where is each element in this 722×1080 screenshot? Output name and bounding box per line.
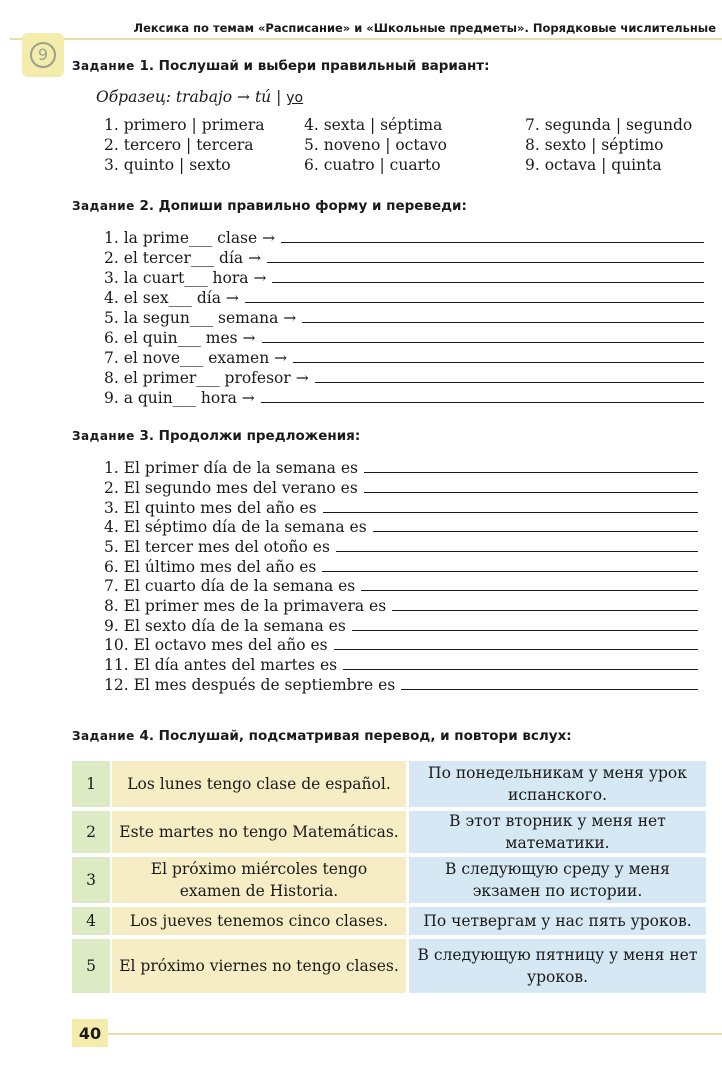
russian-translation: В этот вторник у меня нет математики. xyxy=(409,811,706,853)
answer-line[interactable] xyxy=(336,551,698,552)
sentence-row xyxy=(104,615,698,635)
answer-line[interactable] xyxy=(364,492,698,493)
task-label: Задание xyxy=(72,729,135,743)
option: 7. segunda | segundo xyxy=(525,116,693,134)
answer-line[interactable] xyxy=(293,362,704,363)
sentence-prompt: 12. El mes después de septiembre es xyxy=(104,676,396,694)
table-row xyxy=(72,939,706,993)
answer-line[interactable] xyxy=(352,630,698,631)
answer-line[interactable] xyxy=(401,689,698,690)
fill-prompt: 2. el tercer___ día → xyxy=(104,249,262,267)
row-number: 5 xyxy=(72,939,110,993)
answer-line[interactable] xyxy=(364,472,698,473)
footer-divider xyxy=(108,1033,722,1035)
sentence-prompt: 1. El primer día de la semana es xyxy=(104,459,358,477)
sentence-prompt: 3. El quinto mes del año es xyxy=(104,499,317,517)
spanish-sentence: Los lunes tengo clase de español. xyxy=(112,761,406,807)
option: 2. tercero | tercera xyxy=(104,136,254,154)
answer-line[interactable] xyxy=(322,571,698,572)
fill-prompt: 6. el quin___ mes → xyxy=(104,329,256,347)
sentence-prompt: 4. El séptimo día de la semana es xyxy=(104,518,367,536)
option: 1. primero | primera xyxy=(104,116,265,134)
answer-line[interactable] xyxy=(315,382,704,383)
fill-row xyxy=(104,227,704,247)
task-heading: 3. Продолжи предложения: xyxy=(139,428,361,444)
answer-line[interactable] xyxy=(373,531,698,532)
task-label: Задание xyxy=(72,199,135,213)
translation-table xyxy=(72,761,706,997)
fill-row xyxy=(104,327,704,347)
sentence-row xyxy=(104,556,698,576)
option: 4. sexta | séptima xyxy=(304,116,443,134)
fill-row xyxy=(104,267,704,287)
answer-line[interactable] xyxy=(334,649,698,650)
task-heading: 1. Послушай и выбери правильный вариант: xyxy=(139,58,490,74)
fill-prompt: 5. la segun___ semana → xyxy=(104,309,297,327)
spanish-sentence: Los jueves tenemos cinco clases. xyxy=(112,907,406,935)
task4-title xyxy=(72,728,572,744)
task-heading: 4. Послушай, подсматривая перевод, и повтори вслух: xyxy=(139,728,572,744)
sentence-prompt: 6. El último mes del año es xyxy=(104,558,317,576)
answer-line[interactable] xyxy=(323,512,698,513)
sentence-prompt: 5. El tercer mes del otoño es xyxy=(104,538,330,556)
spanish-sentence: El próximo miércoles tengo examen de Historia. xyxy=(112,857,406,903)
sentence-row xyxy=(104,516,698,536)
russian-translation: В следующую среду у меня экзамен по истории. xyxy=(409,857,706,903)
answer-line[interactable] xyxy=(343,669,698,670)
row-number: 1 xyxy=(72,761,110,807)
option: 5. noveno | octavo xyxy=(304,136,447,154)
table-row xyxy=(72,907,706,935)
spanish-sentence: El próximo viernes no tengo clases. xyxy=(112,939,406,993)
option: 9. octava | quinta xyxy=(525,156,662,174)
sentence-row xyxy=(104,674,698,694)
fill-prompt: 7. el nove___ examen → xyxy=(104,349,288,367)
unit-badge xyxy=(22,33,64,77)
answer-line[interactable] xyxy=(302,322,704,323)
row-number: 2 xyxy=(72,811,110,853)
fill-prompt: 1. la prime___ clase → xyxy=(104,229,276,247)
header-divider xyxy=(10,38,722,40)
task3-title xyxy=(72,428,360,444)
table-row xyxy=(72,811,706,853)
table-row xyxy=(72,857,706,903)
task1-title xyxy=(72,58,490,74)
task2-title xyxy=(72,198,467,214)
example-prefix: Образец: trabajo → tú | xyxy=(96,88,287,106)
russian-translation: В следующую пятницу у меня нет уроков. xyxy=(409,939,706,993)
sentence-prompt: 9. El sexto día de la semana es xyxy=(104,617,346,635)
sentence-row xyxy=(104,595,698,615)
option: 6. cuatro | cuarto xyxy=(304,156,441,174)
page-header xyxy=(0,0,722,44)
sentence-prompt: 8. El primer mes de la primavera es xyxy=(104,597,387,615)
fill-row xyxy=(104,347,704,367)
sentence-row xyxy=(104,457,698,477)
answer-line[interactable] xyxy=(245,302,704,303)
fill-prompt: 8. el primer___ profesor → xyxy=(104,369,309,387)
sentence-prompt: 2. El segundo mes del verano es xyxy=(104,479,358,497)
row-number: 4 xyxy=(72,907,110,935)
task-label: Задание xyxy=(72,429,135,443)
fill-row xyxy=(104,367,704,387)
answer-line[interactable] xyxy=(262,342,704,343)
answer-line[interactable] xyxy=(361,590,698,591)
page-number: 40 xyxy=(72,1019,108,1047)
answer-line[interactable] xyxy=(392,610,698,611)
sentence-row xyxy=(104,497,698,517)
table-row xyxy=(72,761,706,807)
answer-line[interactable] xyxy=(272,282,704,283)
fill-prompt: 9. a quin___ hora → xyxy=(104,389,255,407)
task1-example xyxy=(96,88,303,106)
fill-row xyxy=(104,307,704,327)
fill-row xyxy=(104,387,704,407)
sentence-row xyxy=(104,634,698,654)
answer-line[interactable] xyxy=(267,262,704,263)
russian-translation: По понедельникам у меня урок испанского. xyxy=(409,761,706,807)
sentence-prompt: 7. El cuarto día de la semana es xyxy=(104,577,356,595)
answer-line[interactable] xyxy=(261,402,704,403)
header-title: Лексика по темам «Расписание» и «Школьные предметы». Порядковые числительные xyxy=(133,21,716,35)
task-label: Задание xyxy=(72,59,135,73)
sentence-prompt: 10. El octavo mes del año es xyxy=(104,636,328,654)
example-answer: yo xyxy=(286,90,304,106)
sentence-row xyxy=(104,536,698,556)
sentence-row xyxy=(104,575,698,595)
fill-row xyxy=(104,247,704,267)
spanish-sentence: Este martes no tengo Matemáticas. xyxy=(112,811,406,853)
fill-row xyxy=(104,287,704,307)
sentence-row xyxy=(104,654,698,674)
russian-translation: По четвергам у нас пять уроков. xyxy=(409,907,706,935)
option: 3. quinto | sexto xyxy=(104,156,231,174)
sentence-row xyxy=(104,477,698,497)
sentence-prompt: 11. El día antes del martes es xyxy=(104,656,338,674)
option: 8. sexto | séptimo xyxy=(525,136,664,154)
unit-number: 9 xyxy=(30,42,56,68)
row-number: 3 xyxy=(72,857,110,903)
fill-prompt: 4. el sex___ día → xyxy=(104,289,239,307)
answer-line[interactable] xyxy=(281,242,704,243)
task-heading: 2. Допиши правильно форму и переведи: xyxy=(139,198,467,214)
fill-prompt: 3. la cuart___ hora → xyxy=(104,269,267,287)
